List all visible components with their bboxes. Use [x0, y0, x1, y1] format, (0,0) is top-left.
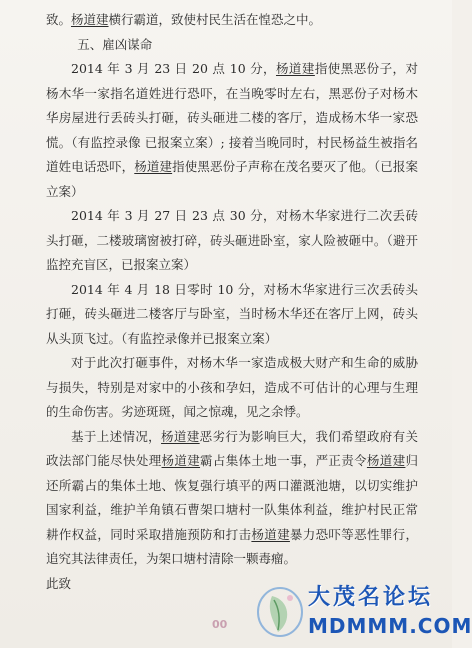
underlined-name: 杨道建 — [161, 453, 201, 468]
text-run: 基于上述情况， — [71, 428, 162, 444]
paragraph-incident-2: 2014 年 3 月 27 日 23 点 30 分，对杨木华家进行二次丢砖头打砸，二楼玻璃窗被打碎，砖头砸进卧室，家人险被砸中。（避开监控充盲区，已报案立案） — [46, 208, 418, 272]
closing-salutation: 此致 — [46, 575, 72, 591]
underlined-name: 杨道建 — [134, 159, 173, 174]
section-heading: 五、雇凶谋命 — [77, 36, 153, 52]
watermark-title: 大茂名论坛 — [308, 585, 434, 610]
stamp-fragment: 00 — [212, 618, 228, 631]
document-body — [46, 8, 418, 596]
text-run: 恶劣行为影响巨大，我们希望政府有关政法部门能尽快处理 — [46, 428, 418, 468]
paragraph-incident-1 — [46, 57, 418, 204]
paragraph-request — [46, 425, 418, 572]
text-run: 指使黑恶份子声称在茂名要灭了他。（已报案立案） — [46, 159, 418, 199]
watermark-url: MDMMM.COM — [308, 614, 472, 638]
paragraph-incident-3: 2014 年 4 月 18 日零时 10 分，对杨木华家进行三次丢砖头打砸，砖头砸进二楼客厅与卧室，当时杨木华还在客厅上网，砖头从头顶飞过。（有监控录像并已报案立案） — [46, 281, 418, 346]
text-run: 致。 — [46, 12, 72, 27]
leaf-circle-logo-icon — [252, 582, 308, 642]
underlined-name: 杨道建 — [275, 61, 315, 76]
text-run: 2014 年 3 月 23 日 20 点 10 分， — [71, 61, 276, 76]
forum-watermark — [212, 578, 472, 644]
text-run: 暴力恐吓等恶性罪行，追究其法律责任，为架口塘村清除一颗毒瘤。 — [46, 526, 418, 566]
text-run: 归还所霸占的集体土地、恢复强行填平的两口灌溉池塘，以切实维护国家利益，维护羊角镇石曹架口塘村一队集体利益，维护村民正常耕作权益，同时采取措施预防和打击 — [46, 453, 418, 542]
text-run: 横行霸道，致使村民生活在惶恐之中。 — [108, 12, 322, 27]
text-run: 指使黑恶份子，对杨木华一家指名道姓进行恐吓，在当晚零时左右，黑恶份子对杨木华房屋进行丢砖头打砸，砖头砸进二楼的客厅，造成杨木华一家恐慌。（有监控录像 已报案立案）; 接着当晚同时，村民杨益生被指名道姓电话恐吓， — [46, 61, 418, 174]
underlined-name: 杨道建 — [161, 428, 200, 444]
underlined-name: 杨道建 — [251, 526, 290, 542]
underlined-name: 杨道建 — [366, 453, 406, 468]
text-run: 霸占集体土地一事，严正责令 — [200, 453, 367, 468]
paragraph-continuation — [46, 8, 418, 33]
paragraph-impact: 对于此次打砸事件，对杨木华一家造成极大财产和生命的威胁与损失，特别是对家中的小孩和孕妇，造成不可估计的心理与生理的生命伤害。劣迹斑斑，闻之惊魂，见之余悸。 — [46, 355, 418, 419]
underlined-name: 杨道建 — [71, 12, 109, 27]
